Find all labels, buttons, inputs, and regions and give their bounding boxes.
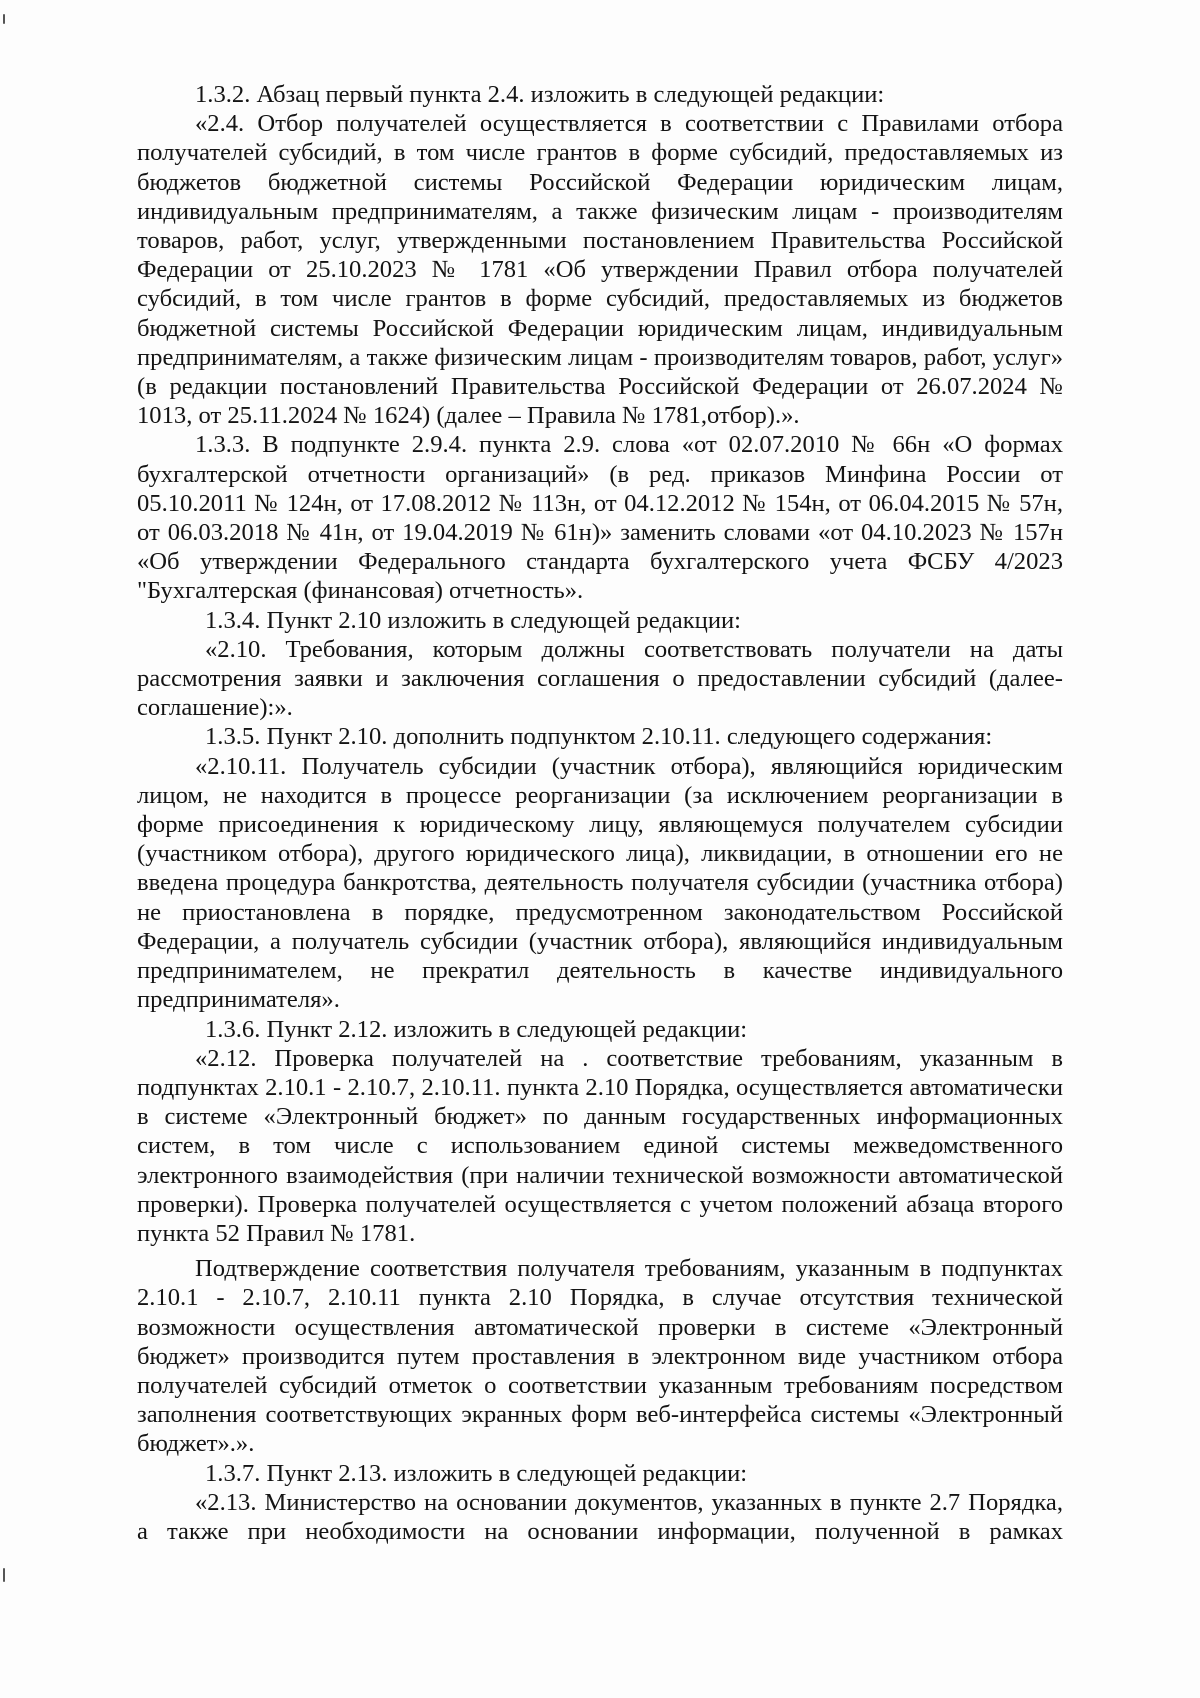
paragraph-2-10-11: «2.10.11. Получатель субсидии (участник отбора), являющийся юридическим лицом, не находится в процессе реорганизации (за исключением реорганизации в форме присоединения к юридическому лицу, являющемуся получателем субсидии (участником отбора), другого юридического лица), ликвидации, в отношении его не введена процедура банкротства, деятельность получателя субсидии (участника отбора) не приостановлена в порядке, предусмотренном законодательством Российской Федерации, а получатель субсидии (участник отбора), являющийся индивидуальным предпринимателем, не прекратил деятельность в качестве индивидуального предпринимателя». [137, 752, 1063, 1014]
paragraph-1-3-4: 1.3.4. Пункт 2.10 изложить в следующей редакции: [205, 606, 741, 634]
paragraph-1-3-5: 1.3.5. Пункт 2.10. дополнить подпунктом 2.10.11. следующего содержания: [205, 723, 993, 751]
paragraph-2-12: «2.12. Проверка получателей на . соответствие требованиям, указанным в подпунктах 2.10.1 - 2.10.7, 2.10.11. пункта 2.10 Порядка, осуществляется автоматически в системе «Электронный бюджет» по данным государственных информационных систем, в том числе с использованием единой системы межведомственного электронного взаимодействия (при наличии технической возможности автоматической проверки). Проверка получателей осуществляется с учетом положений абзаца второго пункта 52 Правил № 1781. [137, 1044, 1063, 1247]
paragraph-2-13: «2.13. Министерство на основании документов, указанных в пункте 2.7 Порядка, а также при необходимости на основании информации, полученной в рамках [137, 1488, 1063, 1545]
scan-artifact-mark [3, 1568, 5, 1582]
paragraph-1-3-3: 1.3.3. В подпункте 2.9.4. пункта 2.9. слова «от 02.07.2010 № 66н «О формах бухгалтерской отчетности организаций» (в ред. приказов Минфина России от 05.10.2011 № 124н, от 17.08.2012 № 113н, от 04.12.2012 № 154н, от 06.04.2015 № 57н, от 06.03.2018 № 41н, от 19.04.2019 № 61н)» заменить словами «от 04.10.2023 № 157н «Об утверждении Федерального стандарта бухгалтерского учета ФСБУ 4/2023 "Бухгалтерская (финансовая) отчетность». [137, 431, 1063, 605]
paragraph-2-10: «2.10. Требования, которым должны соответствовать получатели на даты рассмотрения заявки и заключения соглашения о предоставлении субсидий (далее-соглашение):». [137, 635, 1063, 722]
paragraph-1-3-6: 1.3.6. Пункт 2.12. изложить в следующей редакции: [205, 1015, 748, 1043]
paragraph-1-3-2: 1.3.2. Абзац первый пункта 2.4. изложить в следующей редакции: [195, 81, 885, 108]
document-body [137, 80, 1063, 1546]
paragraph-1-3-7: 1.3.7. Пункт 2.13. изложить в следующей редакции: [205, 1459, 748, 1487]
scan-artifact-mark [3, 14, 5, 24]
paragraph-2-4: «2.4. Отбор получателей осуществляется в соответствии с Правилами отбора получателей субсидий, в том числе грантов в форме субсидий, предоставляемых из бюджетов бюджетной системы Российской Федерации юридическим лицам, индивидуальным предпринимателям, а также физическим лицам - производителям товаров, работ, услуг, утвержденными постановлением Правительства Российской Федерации от 25.10.2023 № 1781 «Об утверждении Правил отбора получателей субсидий, в том числе грантов в форме субсидий, предоставляемых из бюджетов бюджетной системы Российской Федерации юридическим лицам, индивидуальным предпринимателям, а также физическим лицам - производителям товаров, работ, услуг» (в редакции постановлений Правительства Российской Федерации от 26.07.2024 № 1013, от 25.11.2024 № 1624) (далее – Правила № 1781,отбор).». [137, 110, 1063, 430]
paragraph-confirmation: Подтверждение соответствия получателя требованиям, указанным в подпунктах 2.10.1 - 2.10.7, 2.10.11 пункта 2.10 Порядка, в случае отсутствия технической возможности осуществления автоматической проверки в системе «Электронный бюджет» производится путем проставления в электронном виде участником отбора получателей субсидий отметок о соответствии указанным требованиям посредством заполнения соответствующих экранных форм веб-интерфейса системы «Электронный бюджет».». [137, 1255, 1063, 1458]
